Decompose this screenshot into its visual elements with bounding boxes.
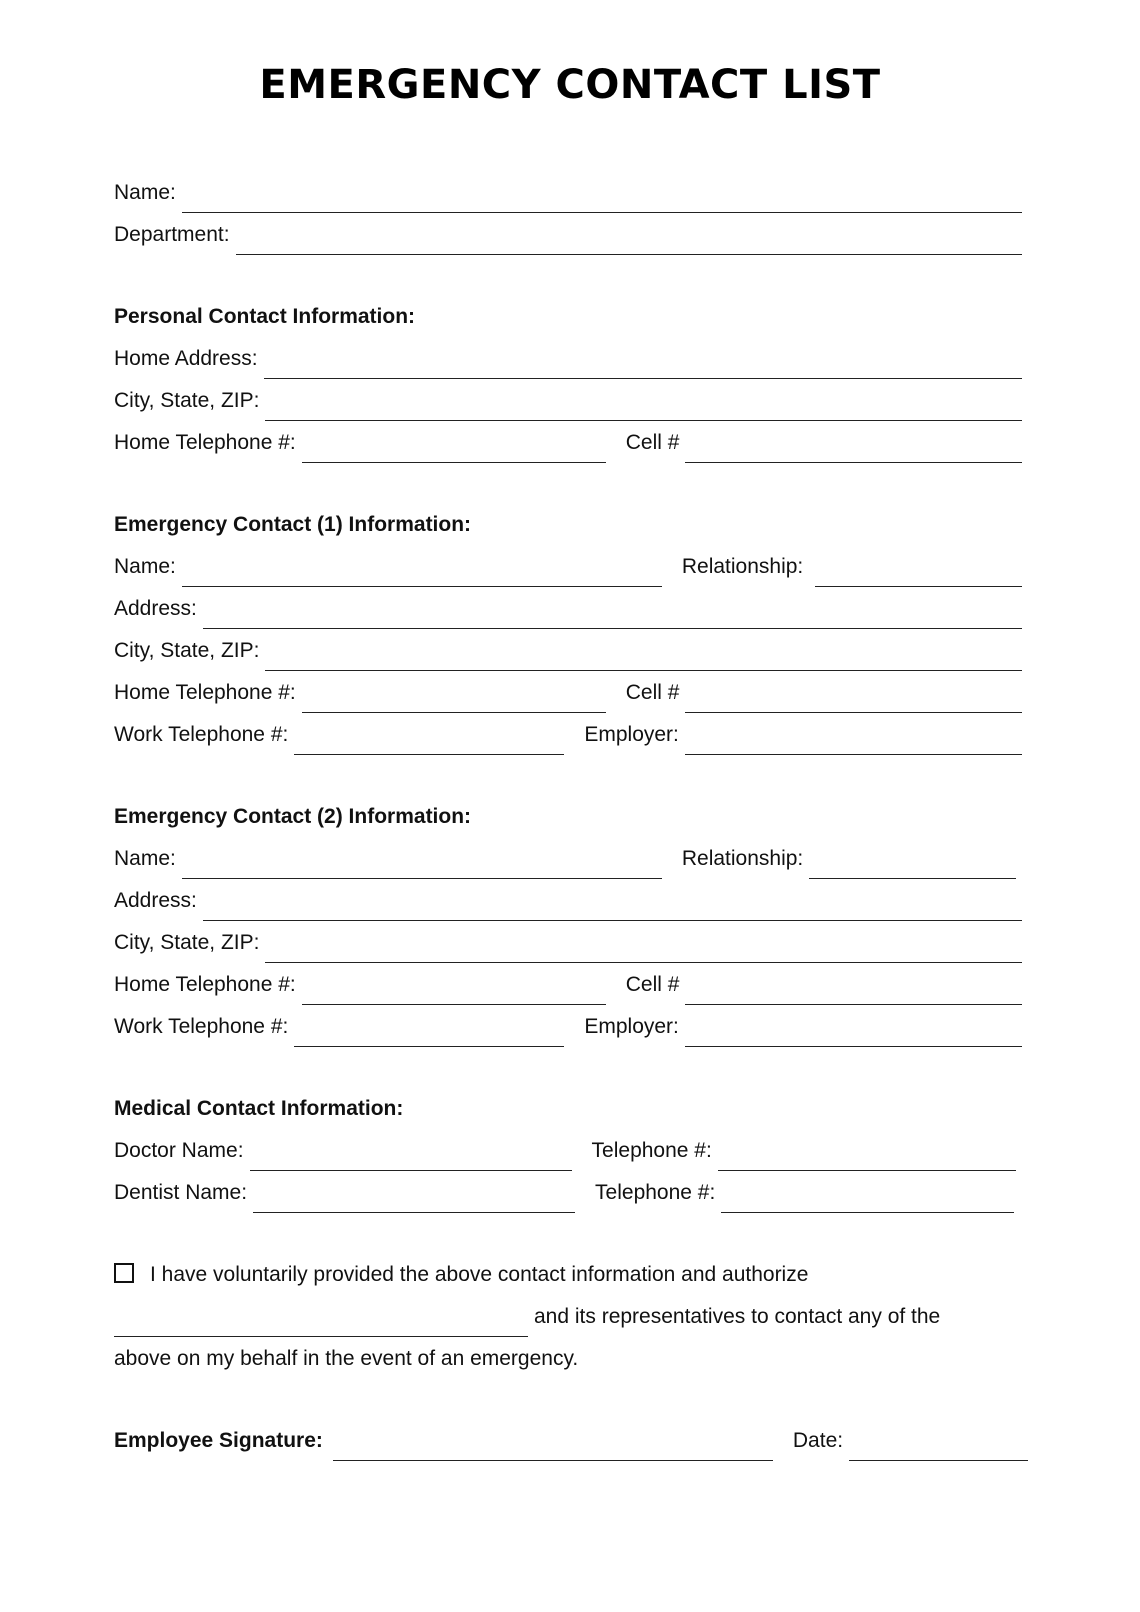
contact1-work-tel-field[interactable] (294, 730, 564, 755)
contact2-address-field[interactable] (203, 896, 1022, 921)
doctor-field[interactable] (250, 1146, 572, 1171)
signature-label: Employee Signature: (114, 1429, 323, 1452)
personal-phone-row (114, 422, 1022, 464)
home-tel-field[interactable] (302, 438, 606, 463)
contact2-relationship-label: Relationship: (681, 847, 804, 870)
contact2-name-row (114, 838, 1022, 880)
signature-row (114, 1420, 1022, 1462)
contact2-name-field[interactable] (182, 854, 662, 879)
contact2-cell-field[interactable] (685, 980, 1022, 1005)
contact1-address-label: Address: (114, 597, 197, 620)
consent-text-2: and its representatives to contact any of the (534, 1305, 941, 1328)
employee-name-row (114, 172, 1022, 214)
employee-name-field[interactable] (182, 188, 1022, 213)
contact2-phone-row (114, 964, 1022, 1006)
contact2-city-field[interactable] (265, 938, 1022, 963)
contact1-home-tel-label: Home Telephone #: (114, 681, 296, 704)
doctor-label: Doctor Name: (114, 1139, 244, 1162)
contact2-relationship-field[interactable] (809, 854, 1016, 879)
contact1-name-label: Name: (114, 555, 176, 578)
contact1-employer-label: Employer: (584, 723, 679, 746)
contact2-heading: Emergency Contact (2) Information: (114, 805, 472, 828)
department-label: Department: (114, 223, 230, 246)
doctor-row (114, 1130, 1022, 1172)
contact1-name-row (114, 546, 1022, 588)
signature-field[interactable] (333, 1436, 773, 1461)
home-address-label: Home Address: (114, 347, 258, 370)
contact2-address-label: Address: (114, 889, 197, 912)
contact1-heading: Emergency Contact (1) Information: (114, 513, 472, 536)
contact1-city-field[interactable] (265, 646, 1022, 671)
contact2-name-label: Name: (114, 847, 176, 870)
contact2-home-tel-field[interactable] (302, 980, 606, 1005)
home-address-field[interactable] (264, 354, 1022, 379)
contact1-address-field[interactable] (203, 604, 1022, 629)
consent-checkbox[interactable] (114, 1263, 134, 1283)
consent-row-1 (114, 1254, 1022, 1296)
organization-field[interactable] (114, 1312, 528, 1337)
consent-text-1: I have voluntarily provided the above contact information and authorize (150, 1263, 809, 1286)
contact2-employer-label: Employer: (584, 1015, 679, 1038)
contact1-city-row (114, 630, 1022, 672)
personal-city-row (114, 380, 1022, 422)
department-field[interactable] (236, 230, 1022, 255)
contact2-employer-field[interactable] (685, 1022, 1022, 1047)
dentist-tel-label: Telephone #: (595, 1181, 716, 1204)
contact2-work-tel-field[interactable] (294, 1022, 564, 1047)
dentist-label: Dentist Name: (114, 1181, 248, 1204)
consent-row-2 (114, 1296, 1022, 1338)
contact1-phone-row (114, 672, 1022, 714)
contact1-city-label: City, State, ZIP: (114, 639, 260, 662)
employee-name-label: Name: (114, 181, 176, 204)
doctor-tel-label: Telephone #: (591, 1139, 712, 1162)
contact2-cell-label: Cell # (625, 973, 680, 996)
department-row (114, 214, 1022, 256)
contact1-relationship-field[interactable] (815, 562, 1022, 587)
date-field[interactable] (849, 1436, 1028, 1461)
doctor-tel-field[interactable] (718, 1146, 1016, 1171)
dentist-tel-field[interactable] (721, 1188, 1014, 1213)
contact2-city-row (114, 922, 1022, 964)
contact1-employer-field[interactable] (685, 730, 1022, 755)
contact2-work-row (114, 1006, 1022, 1048)
emergency-contact-form (114, 172, 1022, 1462)
dentist-row (114, 1172, 1022, 1214)
consent-row-3 (114, 1338, 1022, 1380)
home-tel-label: Home Telephone #: (114, 431, 296, 454)
contact1-work-row (114, 714, 1022, 756)
cell-label: Cell # (625, 431, 680, 454)
city-label: City, State, ZIP: (114, 389, 260, 412)
contact1-work-tel-label: Work Telephone #: (114, 723, 289, 746)
dentist-field[interactable] (253, 1188, 575, 1213)
contact2-home-tel-label: Home Telephone #: (114, 973, 296, 996)
date-label: Date: (792, 1429, 844, 1452)
consent-text-3: above on my behalf in the event of an emergency. (114, 1347, 579, 1370)
city-field[interactable] (265, 396, 1022, 421)
contact1-name-field[interactable] (182, 562, 662, 587)
contact2-address-row (114, 880, 1022, 922)
contact1-address-row (114, 588, 1022, 630)
contact1-cell-label: Cell # (625, 681, 680, 704)
medical-heading: Medical Contact Information: (114, 1097, 404, 1120)
contact2-work-tel-label: Work Telephone #: (114, 1015, 289, 1038)
contact1-cell-field[interactable] (685, 688, 1022, 713)
contact2-city-label: City, State, ZIP: (114, 931, 260, 954)
page-title: EMERGENCY CONTACT LIST (259, 62, 881, 108)
personal-heading: Personal Contact Information: (114, 305, 416, 328)
cell-field[interactable] (685, 438, 1022, 463)
contact1-relationship-label: Relationship: (681, 555, 804, 578)
personal-address-row (114, 338, 1022, 380)
contact1-home-tel-field[interactable] (302, 688, 606, 713)
